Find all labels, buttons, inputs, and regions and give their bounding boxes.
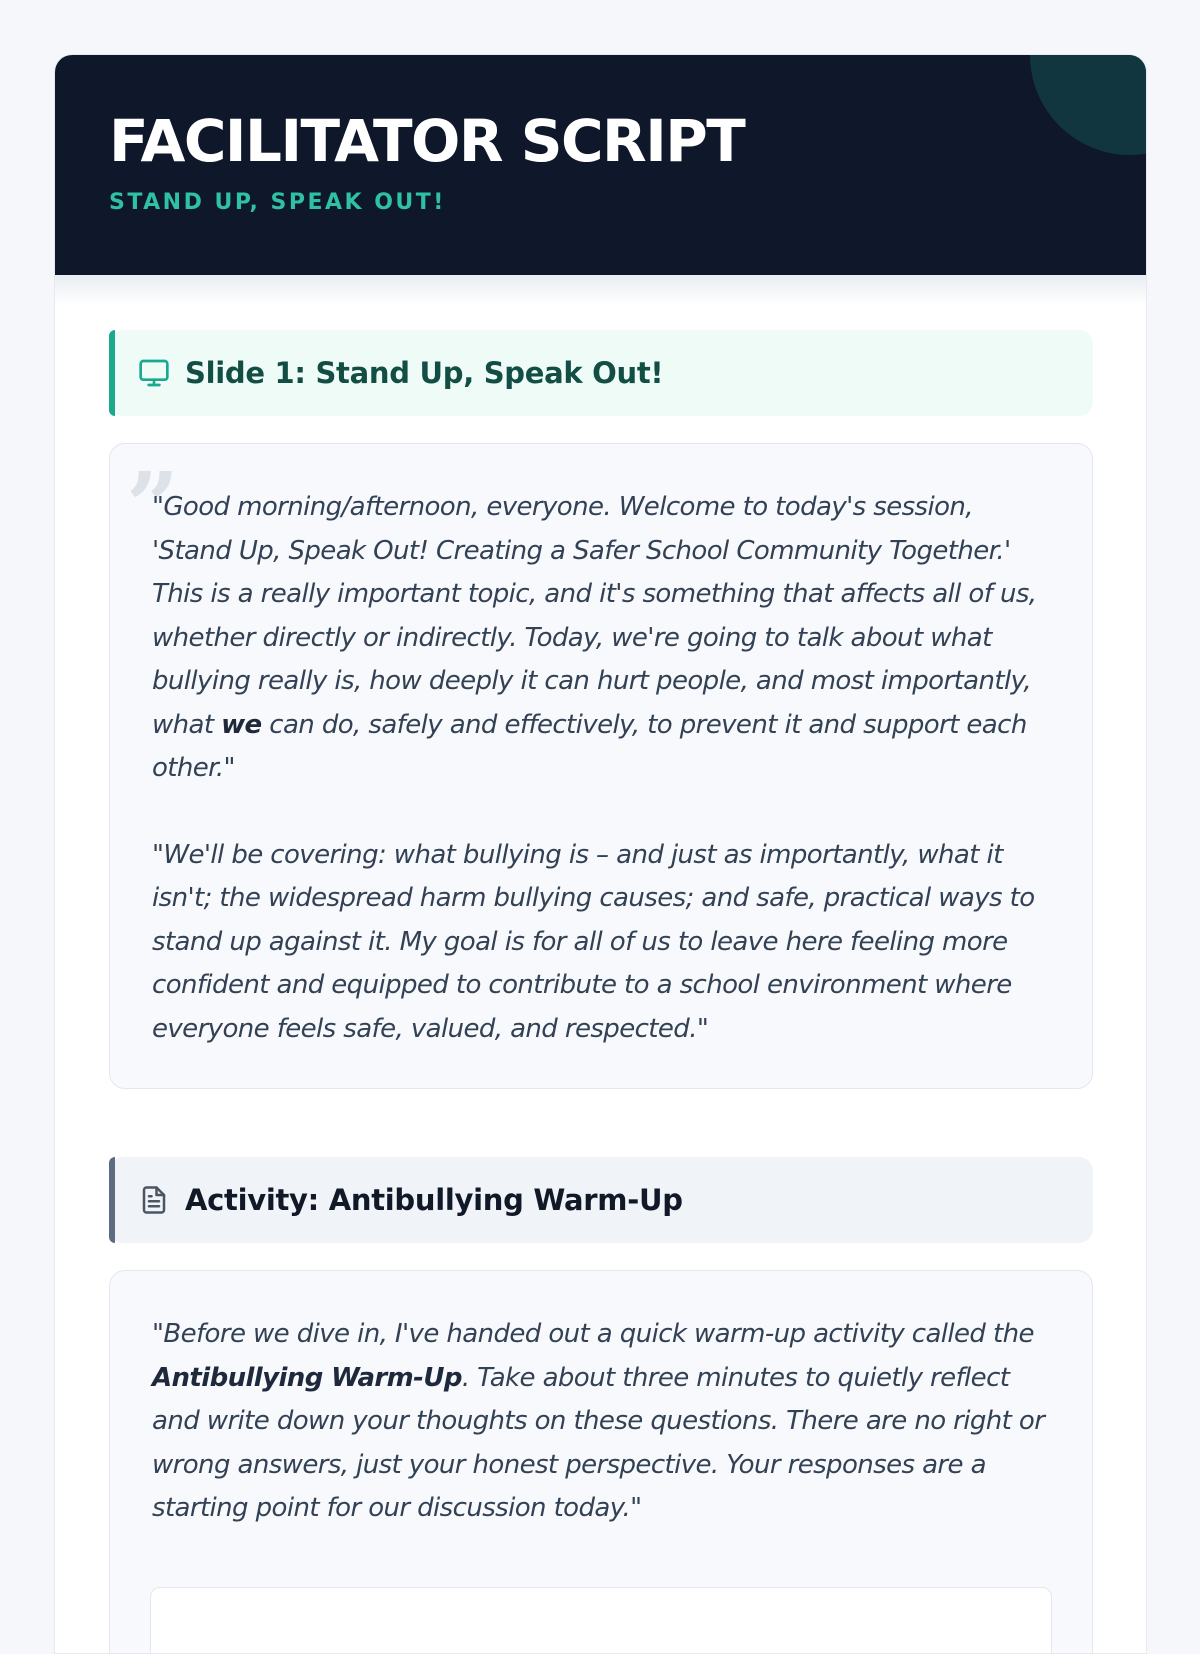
script-paragraph: "We'll be covering: what bullying is – and just as importantly, what it isn't; the widespread harm bullying causes; and safe, practical ways to stand up against it. My goal is for all of us to leave here feeling more confident and equipped to contribute to a school environment where everyone feels safe, valued, and respected." (152, 839, 1035, 1044)
quote-mark-icon: ” (126, 452, 179, 560)
script-card (54, 54, 1147, 1654)
header-shadow (55, 275, 1146, 305)
section-heading-activity (109, 1157, 1093, 1243)
script-paragraph (152, 1313, 1052, 1531)
script-quote-box (109, 443, 1093, 1089)
warm-up-questions-panel (150, 1587, 1052, 1654)
monitor-icon (137, 356, 171, 390)
emphasis-text: we (221, 709, 262, 740)
page-subtitle: STAND UP, SPEAK OUT! (109, 189, 446, 215)
page-header (55, 55, 1146, 275)
section-heading-text: Activity: Antibullying Warm-Up (185, 1183, 683, 1217)
page-title: FACILITATOR SCRIPT (109, 107, 745, 175)
paragraph-text: can do, safely and effectively, to prevent it and support each other." (152, 709, 1027, 783)
section-accent-bar (109, 1157, 115, 1243)
document-icon (137, 1183, 171, 1217)
paragraph-text: . Take about three minutes to quietly reflect and write down your thoughts on these questions. There are no right or wrong answers, just your honest perspective. Your responses are a starting point for our discussion today." (152, 1362, 1045, 1523)
paragraph-text: "Good morning/afternoon, everyone. Welcome to today's session, 'Stand Up, Speak Out! Creating a Safer School Community Together.' This is a really important topic, and it's something that affects all of us, whether directly or indirectly. Today, we're going to talk about what bullying really is, how deeply it can hurt people, and most importantly, what (152, 492, 1037, 740)
script-paragraph (152, 486, 1052, 791)
emphasis-text: Antibullying Warm-Up (152, 1362, 462, 1393)
script-quote-box (109, 1270, 1093, 1654)
section-heading-text: Slide 1: Stand Up, Speak Out! (185, 356, 664, 390)
paragraph-text: "Before we dive in, I've handed out a quick warm-up activity called the (152, 1319, 1034, 1349)
section-accent-bar (109, 330, 115, 416)
section-heading-slide-1 (109, 330, 1093, 416)
